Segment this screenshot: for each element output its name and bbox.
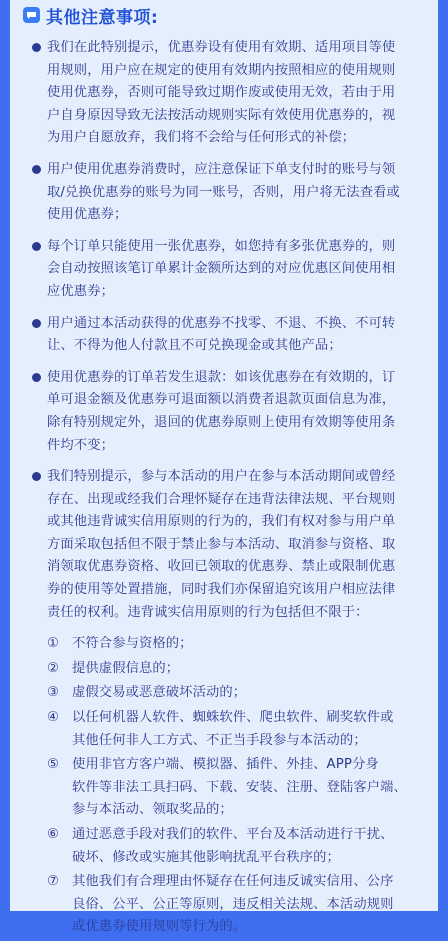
notice-item-text: 用户使用优惠券消费时，应注意保证下单支付时的账号与领 取/兑换优惠券的账号为同一账号，否则，用户将无法查看或 使用优惠券； — [47, 161, 400, 223]
notice-list — [10, 37, 438, 941]
chat-bubble-icon — [23, 7, 40, 23]
section-title: 其他注意事项: — [46, 7, 159, 28]
circled-number: ① — [47, 636, 59, 652]
violation-item — [10, 707, 438, 752]
violation-list — [10, 633, 438, 939]
violation-item — [10, 754, 438, 822]
circled-number: ② — [47, 660, 59, 676]
circled-number: ⑦ — [47, 874, 59, 890]
violation-text: 其他我们有合理理由怀疑存在任何违反诚实信用、公序 良俗、公平、公正等原则，违反相关法规、本活动规则 或优惠券使用规则等行为的。 — [72, 874, 394, 935]
notice-item-text: 我们特别提示，参与本活动的用户在参与本活动期间或曾经 存在、出现或经我们合理怀疑存在违背法律法规、平台规则 或其他违背诚实信用原则的行为的，我们有权对参与用户单 方面采取包括但不限于禁止参与本活动、取消参与资格、取 消领取优惠券资格、收回已领取的优惠券、禁止或限制优惠 券的使用等处置措施，同时我们亦保留追究该用户相应法律 责任的权利。违背诚实信用原则的行为包括但不限于： — [47, 469, 396, 620]
bullet-dot-icon — [32, 242, 41, 251]
notice-item — [10, 37, 438, 150]
violation-text: 使用非官方客户端、模拟器、插件、外挂、APP分身 软件等非法工具扫码、下载、安装、注册、登陆客户端、 参与本活动、领取奖品的； — [72, 757, 407, 818]
circled-number: ⑥ — [47, 827, 59, 842]
notice-item — [10, 466, 438, 624]
bullet-dot-icon — [32, 373, 41, 382]
notice-item-text: 每个订单只能使用一张优惠券，如您持有多张优惠券的，则 会自动按照该笔订单累计金额所达到的对应优惠区间使用相 应优惠券； — [47, 238, 396, 299]
violation-item — [10, 824, 438, 869]
violation-item — [10, 871, 438, 939]
notice-item-text: 用户通过本活动获得的优惠券不找零、不退、不换、不可转 让、不得为他人付款且不可兑换现金或其他产品； — [47, 315, 396, 354]
notice-item — [10, 313, 438, 358]
circled-number: ⑤ — [47, 757, 59, 773]
violation-item — [10, 633, 438, 656]
notice-item — [10, 236, 438, 304]
bullet-dot-icon — [32, 472, 41, 481]
circled-number: ④ — [47, 710, 59, 726]
bullet-dot-icon — [32, 165, 41, 174]
violation-text: 通过恶意手段对我们的软件、平台及本活动进行干扰、 破坏、修改或实施其他影响扰乱平台秩序的； — [72, 827, 394, 865]
notice-card — [10, 0, 438, 935]
violation-item — [10, 682, 438, 705]
violation-text: 提供虚假信息的； — [72, 660, 180, 676]
circled-number: ③ — [47, 685, 59, 701]
notice-item — [10, 367, 438, 457]
violation-item — [10, 658, 438, 681]
bullet-dot-icon — [32, 43, 41, 52]
bullet-dot-icon — [32, 319, 41, 328]
notice-item-text: 我们在此特别提示，优惠券设有使用有效期、适用项目等使 用规则，用户应在规定的使用有效期内按照相应的使用规则 使用优惠券，否则可能导致过期作废或使用无效，若由于用 户自身原因导致无法按活动规则实际有效使用优惠券的，视 为用户自愿放弃，我们将不会给与任何形式的补偿； — [47, 40, 396, 146]
violation-text: 以任何机器人软件、蜘蛛软件、爬虫软件、刷奖软件或 其他任何非人工方式、不正当手段参与本活动的； — [72, 710, 394, 748]
notice-item — [10, 159, 438, 227]
violation-text: 虚假交易或恶意破坏活动的； — [72, 685, 247, 701]
violation-text: 不符合参与资格的； — [72, 636, 193, 652]
section-header — [23, 1, 158, 29]
notice-item-text: 使用优惠券的订单若发生退款：如该优惠券在有效期的，订 单可退金额及优惠券可退面额以消费者退款页面信息为准， 除有特别规定外，退回的优惠券原则上使用有效期等使用条 件均不变； — [47, 369, 396, 453]
